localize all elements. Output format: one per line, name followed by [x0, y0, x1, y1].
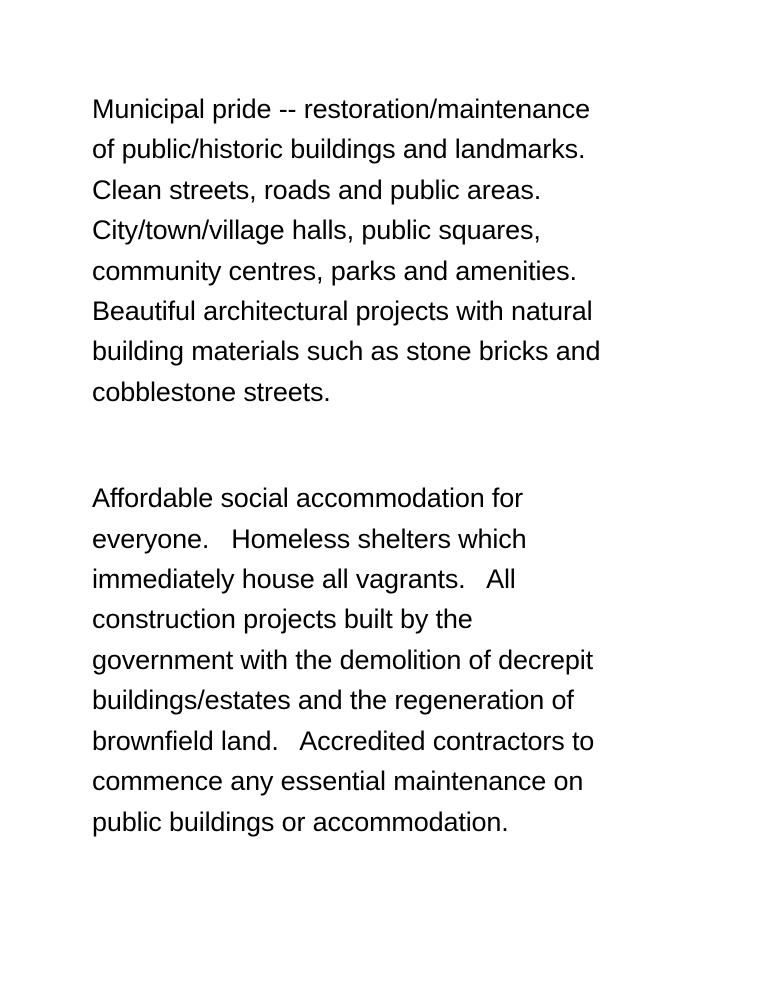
text-line: buildings/estates and the regeneration of [92, 685, 574, 716]
text-line: City/town/village halls, public squares, [92, 215, 541, 246]
text-line: cobblestone streets. [92, 376, 331, 407]
text-line: everyone. Homeless shelters which [92, 523, 527, 554]
paragraph-spacer [92, 412, 732, 478]
text-line: Affordable social accommodation for [92, 483, 523, 514]
text-line: commence any essential maintenance on [92, 766, 584, 797]
text-line: community centres, parks and amenities. [92, 255, 577, 286]
text-line: of public/historic buildings and landmarks. [92, 134, 586, 165]
text-line: Municipal pride -- restoration/maintenance [92, 94, 590, 124]
text-line: construction projects built by the [92, 604, 473, 635]
text-line: brownfield land. Accredited contractors to [92, 725, 595, 756]
text-line: government with the demolition of decrepit [92, 644, 593, 675]
paragraph-affordable-accommodation [92, 478, 732, 842]
paragraph-municipal-pride [92, 89, 732, 412]
text-line: public buildings or accommodation. [92, 806, 509, 837]
text-line: Beautiful architectural projects with natural [92, 296, 593, 327]
text-line: Clean streets, roads and public areas. [92, 174, 542, 205]
text-line: building materials such as stone bricks and [92, 336, 601, 367]
document-page [92, 89, 732, 842]
text-line: immediately house all vagrants. All [92, 564, 516, 595]
